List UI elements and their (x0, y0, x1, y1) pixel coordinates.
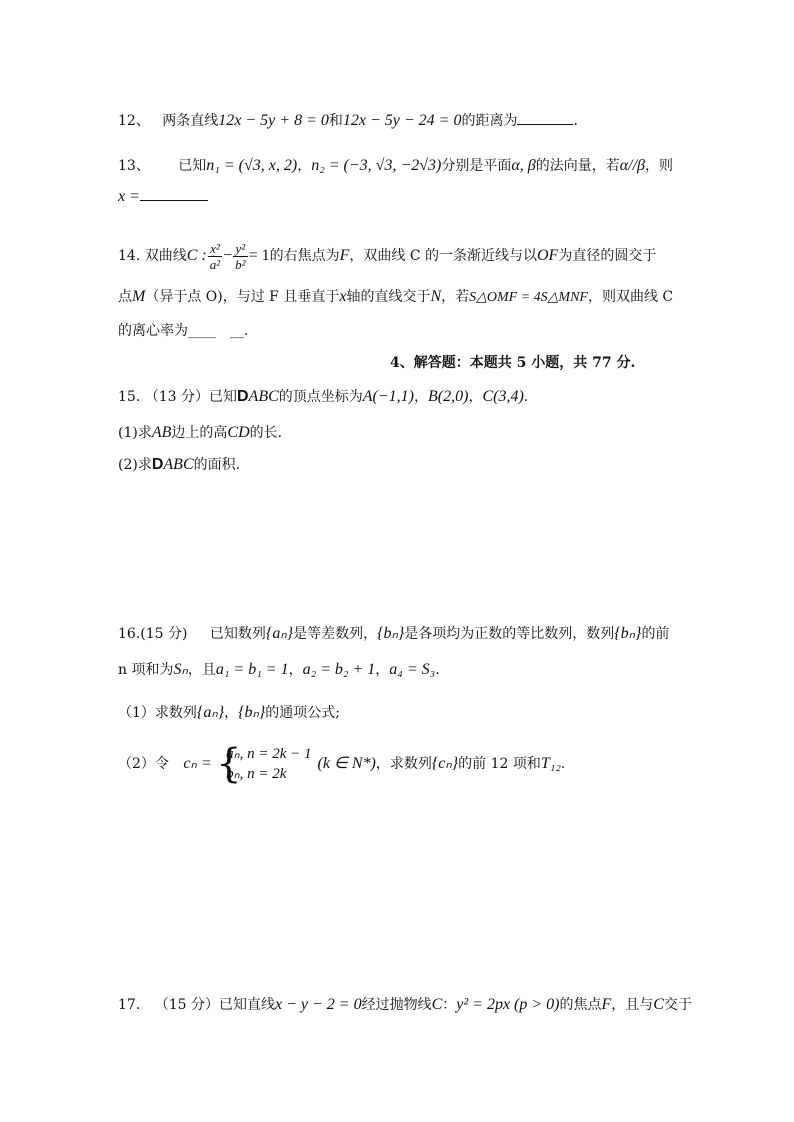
q12-line2: 12x − 5y − 24 = 0 (342, 112, 462, 129)
q13-text-a: 已知 (178, 158, 207, 174)
question-13 (118, 156, 688, 176)
q15-abc: ABC (248, 388, 279, 405)
q16-p1-an: {aₙ} (196, 704, 225, 721)
q17-text-c: 的焦点 (559, 997, 602, 1013)
q14-line3-end: . (244, 323, 249, 339)
q15-sep1: ， (414, 389, 428, 405)
q16-T12: T₁₂ (540, 755, 561, 772)
q17-number: 17. (118, 997, 141, 1013)
q13-text-d: ，则 (645, 158, 673, 174)
q16-piecewise (216, 741, 312, 787)
q14-line3-a: 的离心率为 (118, 323, 188, 339)
question-15 (118, 387, 688, 407)
q16-cn-lhs: cₙ = (183, 755, 212, 772)
q14-frac-y-den: b² (235, 256, 246, 272)
q17-score: （15 分） (154, 997, 219, 1013)
question-14-line2 (118, 287, 688, 308)
q14-line2-e: ，则双曲线 C (587, 289, 674, 305)
q16-p1-a: （1）求数列 (118, 705, 197, 721)
question-17 (118, 995, 692, 1015)
q15-text-a: 已知 (208, 389, 237, 405)
q12-number: 12、 (118, 113, 150, 129)
q15-p2-a: (2)求 (118, 457, 152, 473)
q15-p2-b: 的面积. (193, 457, 241, 473)
q14-frac-y (233, 241, 247, 272)
q14-line2-d: ，若 (441, 289, 470, 305)
q12-text-a: 两条直线 (162, 113, 219, 129)
q15-p2-triangle-symbol: D (151, 456, 164, 473)
question-13-line2 (118, 186, 688, 207)
q14-answer-blank[interactable]: ____ __ (188, 323, 244, 339)
question-15-part2 (118, 455, 688, 475)
section-4-title: 4、解答题：本题共 5 小题，共 77 分. (390, 355, 636, 371)
q16-text-d: 的前 (641, 626, 670, 642)
q12-line1: 12x − 5y + 8 = 0 (218, 112, 329, 129)
q16-cond1: a₁ = b₁ = 1 (215, 661, 289, 678)
q14-frac-x-num: x² (208, 241, 222, 257)
q16-sep2: ， (375, 662, 390, 678)
q17-parabola: y² = 2px (p > 0) (456, 996, 560, 1013)
question-14-line3 (118, 321, 688, 341)
q16-p1-sep: ， (224, 705, 239, 721)
q15-p2-abc: ABC (163, 456, 194, 473)
q13-text-b: 分别是平面 (441, 158, 512, 174)
q13-comma: ， (297, 158, 312, 174)
q14-frac-y-num: y² (233, 241, 247, 257)
q14-M: M (132, 288, 146, 305)
q17-text-d: ，且与 (611, 997, 654, 1013)
q15-p1-b: 边上的高 (171, 425, 228, 441)
q15-p1-ab: AB (151, 424, 172, 441)
q13-n2: n₂ = (−3, √3, −2√3) (311, 157, 442, 174)
q16-p1-bn: {bₙ} (238, 704, 266, 721)
q16-p2-b: ，求数列 (375, 756, 432, 772)
q16-text-a: 已知数列 (209, 626, 266, 642)
q14-text-d: 为直径的圆交于 (558, 248, 657, 264)
q16-line2-b: ，且 (187, 662, 216, 678)
q15-p1-cd: CD (227, 424, 250, 441)
q16-p2-cn: {cₙ} (431, 755, 459, 772)
q13-answer-blank[interactable] (140, 186, 208, 201)
q17-text-b: 经过抛物线 (361, 997, 432, 1013)
q15-text-b: 的顶点坐标为 (278, 389, 363, 405)
q15-triangle-symbol: D (236, 388, 249, 405)
q16-number: 16. (118, 626, 141, 642)
q16-p2-a: （2）令 (118, 756, 169, 772)
q14-eq-one: = 1 (248, 247, 270, 264)
q16-brace: { (216, 741, 242, 787)
q15-sep2: ， (468, 389, 483, 405)
q12-end: . (573, 113, 578, 129)
q13-number: 13、 (118, 158, 150, 174)
q16-k-cond: (k ∈ N*) (317, 755, 376, 772)
q14-line2-a: 点 (118, 289, 132, 305)
question-16-line2 (118, 660, 688, 680)
q14-text-b: 的右焦点为 (269, 248, 340, 264)
q15-p1-a: (1)求 (118, 425, 152, 441)
q15-C: C(3,4) (482, 388, 524, 405)
q15-A: A(−1,1) (362, 388, 414, 405)
question-16-part1 (118, 703, 688, 723)
q14-N: N (430, 288, 442, 305)
q15-score: （13 分） (144, 389, 209, 405)
q15-number: 15. (118, 389, 141, 405)
q16-line2-a: n 项和为 (118, 662, 174, 678)
q16-bn: {bₙ} (377, 625, 405, 642)
q16-p2-end: . (560, 756, 566, 772)
q16-case2: bₙ, n = 2k (226, 766, 287, 782)
q14-curve-label: C : (186, 247, 207, 264)
q17-line: x − y − 2 = 0 (274, 996, 362, 1013)
q16-score: (15 分) (140, 626, 188, 642)
q16-an: {aₙ} (265, 625, 294, 642)
q14-xaxis: x (339, 288, 347, 305)
q16-p2-c: 的前 12 项和 (458, 756, 541, 772)
q16-Sn: Sₙ (173, 661, 188, 678)
q17-text-a: 已知直线 (218, 997, 275, 1013)
q14-text-a: 双曲线 (144, 248, 187, 264)
q16-bn2: {bₙ} (614, 625, 642, 642)
q16-end: . (435, 662, 440, 678)
q13-parallel: α//β (619, 157, 645, 174)
question-16-part2 (118, 736, 688, 792)
q17-C2: C (653, 996, 664, 1013)
question-14 (118, 236, 688, 276)
q17-C: C (431, 996, 443, 1013)
q12-text-b: 的距离为 (461, 113, 518, 129)
q13-planes: α, β (511, 157, 536, 174)
q16-cond3: a₄ = S₃ (389, 661, 436, 678)
q16-case1: aₙ, n = 2k − 1 (226, 746, 312, 762)
q12-and: 和 (328, 113, 343, 129)
q16-text-b: 是等差数列， (293, 626, 378, 642)
q13-x-eq: x = (118, 188, 140, 205)
q14-text-c: ，双曲线 C 的一条渐近线与以 (349, 248, 537, 264)
question-15-part1 (118, 423, 688, 443)
q13-n1: n₁ = (√3, x, 2) (206, 157, 298, 174)
q14-F: F (339, 247, 350, 264)
q14-minus: − (223, 247, 233, 264)
q13-text-c: 的法向量，若 (535, 158, 620, 174)
q15-end: . (523, 389, 529, 405)
q14-frac-x (208, 241, 222, 272)
question-16 (118, 624, 688, 644)
q16-sep1: ， (288, 662, 303, 678)
q17-text-e: 交于 (663, 997, 692, 1013)
q14-OF: OF (537, 247, 559, 264)
q16-cond2: a₂ = b₂ + 1 (302, 661, 376, 678)
q14-frac-x-den: a² (209, 256, 221, 272)
q17-F: F (601, 996, 612, 1013)
q16-p1-b: 的通项公式; (265, 705, 340, 721)
q15-p1-c: 的长. (249, 425, 283, 441)
q17-colon: ： (442, 997, 457, 1013)
q14-area-cond: S△OMF = 4S△MNF (469, 290, 588, 305)
q15-B: B(2,0) (428, 388, 469, 405)
question-12 (118, 110, 688, 131)
q14-line2-b: （异于点 O)，与过 F 且垂直于 (145, 289, 340, 305)
q16-text-c: 是各项均为正数的等比数列，数列 (404, 626, 615, 642)
q12-answer-blank[interactable] (517, 110, 573, 125)
q14-line2-c: 轴的直线交于 (346, 289, 431, 305)
q14-number: 14. (118, 248, 141, 264)
